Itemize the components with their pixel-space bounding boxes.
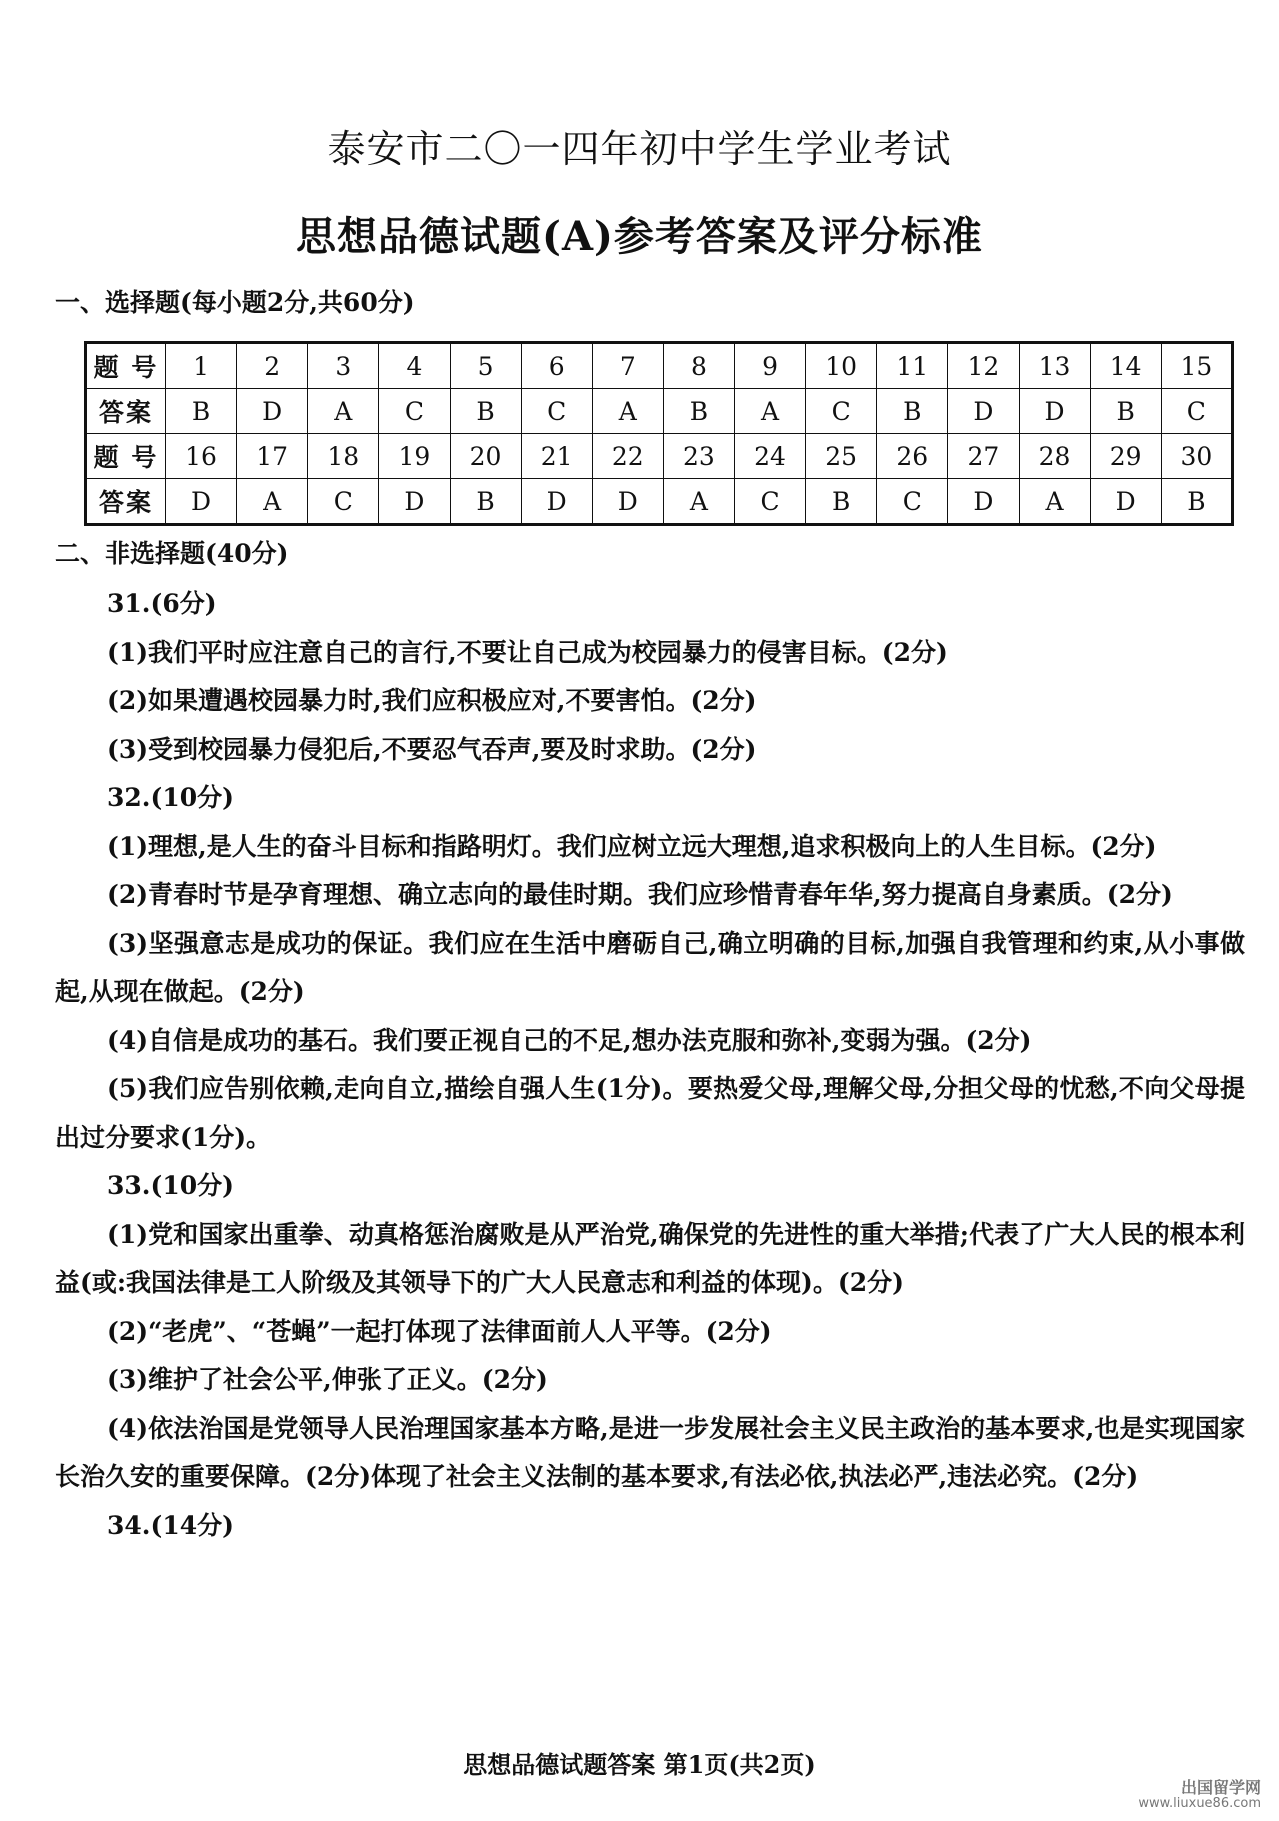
question-number-cell: 8 xyxy=(663,343,734,389)
answer-cell: B xyxy=(663,389,734,434)
question-heading: 32.(10分) xyxy=(107,783,234,812)
question-number-cell: 16 xyxy=(166,434,237,479)
question-number-cell: 18 xyxy=(308,434,379,479)
question-number-row-label: 题 号 xyxy=(86,434,166,479)
answer-cell: D xyxy=(237,389,308,434)
answer-item: (4)依法治国是党领导人民治理国家基本方略,是进一步发展社会主义民主政治的基本要求,也是实现国家长治久安的重要保障。(2分)体现了社会主义法制的基本要求,有法必依,执法必严,违法必究。(2分) xyxy=(55,1413,1245,1491)
answer-cell: A xyxy=(308,389,379,434)
question-number-cell: 7 xyxy=(592,343,663,389)
answer-cell: A xyxy=(735,389,806,434)
answer-cell: D xyxy=(948,389,1019,434)
answer-cell: C xyxy=(379,389,450,434)
answer-item: (1)党和国家出重拳、动真格惩治腐败是从严治党,确保党的先进性的重大举措;代表了广大人民的根本利益(或:我国法律是工人阶级及其领导下的广大人民意志和利益的体现)。(2分) xyxy=(55,1219,1245,1297)
question-number-cell: 11 xyxy=(877,343,948,389)
answer-cell: D xyxy=(1019,389,1090,434)
answer-cell: D xyxy=(1090,479,1161,525)
question-number-cell: 2 xyxy=(237,343,308,389)
question-number-cell: 21 xyxy=(521,434,592,479)
question-number-cell: 27 xyxy=(948,434,1019,479)
answer-cell: C xyxy=(735,479,806,525)
question-number-cell: 3 xyxy=(308,343,379,389)
answer-row-label: 答案 xyxy=(86,479,166,525)
question-heading: 31.(6分) xyxy=(107,589,217,618)
question-number-cell: 19 xyxy=(379,434,450,479)
question-number-cell: 5 xyxy=(450,343,521,389)
answer-cell: B xyxy=(1090,389,1161,434)
answer-item: (2)青春时节是孕育理想、确立志向的最佳时期。我们应珍惜青春年华,努力提高自身素质。(2分) xyxy=(107,880,1173,909)
answer-cell: C xyxy=(806,389,877,434)
answer-cell: D xyxy=(948,479,1019,525)
question-number-row xyxy=(86,343,1233,389)
answer-cell: B xyxy=(806,479,877,525)
answer-cell: A xyxy=(1019,479,1090,525)
answer-item: (1)我们平时应注意自己的言行,不要让自己成为校园暴力的侵害目标。(2分) xyxy=(107,637,948,667)
answer-cell: C xyxy=(308,479,379,525)
answer-cell: D xyxy=(166,479,237,525)
answer-item: (3)坚强意志是成功的保证。我们应在生活中磨砺自己,确立明确的目标,加强自我管理和约束,从小事做起,从现在做起。(2分) xyxy=(55,928,1245,1006)
watermark-url: www.liuxue86.com xyxy=(1138,1795,1261,1811)
answer-cell: C xyxy=(1161,389,1232,434)
choice-answer-table xyxy=(84,341,1234,526)
answer-cell: B xyxy=(450,479,521,525)
question-number-cell: 1 xyxy=(166,343,237,389)
answer-cell: A xyxy=(663,479,734,525)
question-number-cell: 12 xyxy=(948,343,1019,389)
answer-row xyxy=(86,479,1233,525)
question-number-cell: 28 xyxy=(1019,434,1090,479)
question-number-cell: 25 xyxy=(806,434,877,479)
answer-cell: A xyxy=(592,389,663,434)
question-number-cell: 14 xyxy=(1090,343,1161,389)
answer-cell: D xyxy=(379,479,450,525)
answer-item: (4)自信是成功的基石。我们要正视自己的不足,想办法克服和弥补,变弱为强。(2分) xyxy=(107,1025,1032,1055)
answer-item: (2)“老虎”、“苍蝇”一起打体现了法律面前人人平等。(2分) xyxy=(107,1316,772,1346)
answer-cell: B xyxy=(1161,479,1232,525)
page-footer: 思想品德试题答案 第1页(共2页) xyxy=(463,1750,816,1779)
answer-cell: D xyxy=(521,479,592,525)
answer-item: (5)我们应告别依赖,走向自立,描绘自强人生(1分)。要热爱父母,理解父母,分担父母的忧愁,不向父母提出过分要求(1分)。 xyxy=(55,1074,1245,1152)
answer-cell: A xyxy=(237,479,308,525)
question-number-row-label: 题 号 xyxy=(86,343,166,389)
question-number-cell: 17 xyxy=(237,434,308,479)
answer-key-title: 思想品德试题(A)参考答案及评分标准 xyxy=(296,213,983,260)
answer-cell: B xyxy=(166,389,237,434)
answer-item: (1)理想,是人生的奋斗目标和指路明灯。我们应树立远大理想,追求积极向上的人生目标。(2分) xyxy=(107,831,1157,861)
question-number-cell: 4 xyxy=(379,343,450,389)
question-number-cell: 6 xyxy=(521,343,592,389)
question-number-row xyxy=(86,434,1233,479)
exam-title: 泰安市二〇一四年初中学生学业考试 xyxy=(327,127,952,171)
question-number-cell: 15 xyxy=(1161,343,1232,389)
question-number-cell: 24 xyxy=(735,434,806,479)
question-number-cell: 10 xyxy=(806,343,877,389)
answer-row-label: 答案 xyxy=(86,389,166,434)
question-number-cell: 22 xyxy=(592,434,663,479)
question-number-cell: 9 xyxy=(735,343,806,389)
answer-cell: C xyxy=(877,479,948,525)
question-heading: 33.(10分) xyxy=(107,1171,234,1200)
answer-item: (3)维护了社会公平,伸张了正义。(2分) xyxy=(107,1365,548,1394)
answer-cell: B xyxy=(450,389,521,434)
site-watermark xyxy=(1138,1780,1261,1810)
question-number-cell: 26 xyxy=(877,434,948,479)
question-heading: 34.(14分) xyxy=(107,1510,234,1540)
watermark-site-name: 出国留学网 xyxy=(1180,1778,1261,1797)
answer-cell: C xyxy=(521,389,592,434)
question-number-cell: 30 xyxy=(1161,434,1232,479)
answer-item: (3)受到校园暴力侵犯后,不要忍气吞声,要及时求助。(2分) xyxy=(107,734,757,764)
section-choice-heading: 一、选择题(每小题2分,共60分) xyxy=(55,288,415,317)
question-number-cell: 20 xyxy=(450,434,521,479)
question-number-cell: 23 xyxy=(663,434,734,479)
question-number-cell: 29 xyxy=(1090,434,1161,479)
answer-item: (2)如果遭遇校园暴力时,我们应积极应对,不要害怕。(2分) xyxy=(107,686,757,715)
answer-cell: B xyxy=(877,389,948,434)
answer-row xyxy=(86,389,1233,434)
question-number-cell: 13 xyxy=(1019,343,1090,389)
nonchoice-answers xyxy=(55,580,1245,1550)
answer-cell: D xyxy=(592,479,663,525)
section-nonchoice-heading: 二、非选择题(40分) xyxy=(55,539,289,568)
